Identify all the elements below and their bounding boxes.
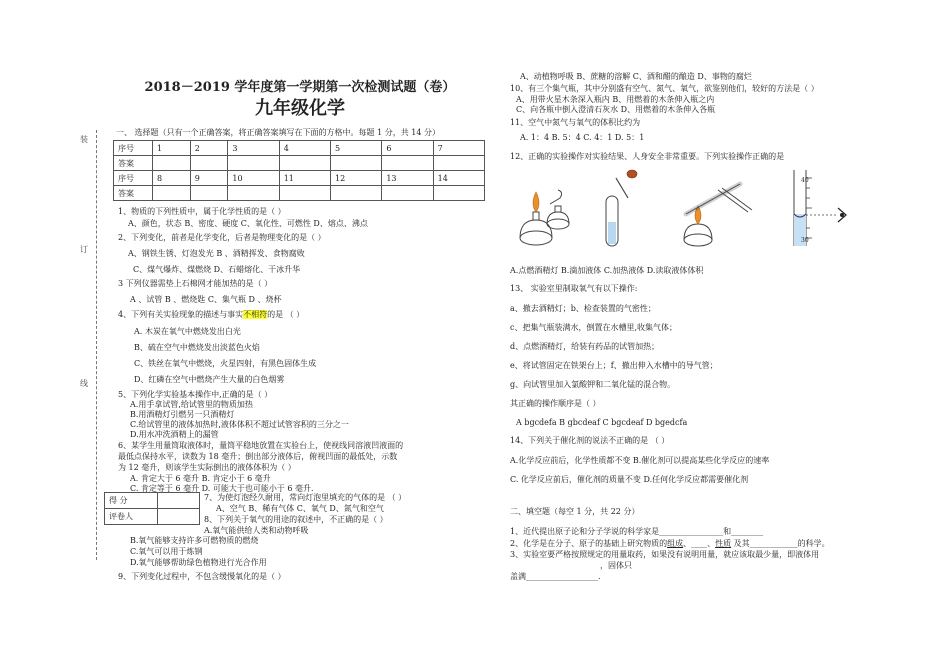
q5: 5、下列化学实验基本操作中,正确的是（ ）: [118, 390, 273, 399]
lab-apparatus-figure: [508, 168, 848, 258]
alcohol-lamp-icon: [520, 190, 569, 245]
q1-options: A、颜色，状态 B、密度、硬度 C、氧化性、可燃性 D、熔点、沸点: [128, 219, 368, 228]
table-cell: 9: [190, 171, 228, 186]
q5-option-d: D.用水冲洗酒精上的漏管: [130, 430, 219, 439]
exam-subtitle: 九年级化学: [255, 98, 345, 119]
fill-q2-term-d: 的科学。: [797, 539, 830, 548]
table-cell: 10: [228, 171, 279, 186]
table-cell: 1: [153, 141, 191, 156]
margin-mark-2: 订: [80, 245, 88, 254]
answer-cell[interactable]: [190, 186, 228, 201]
table-num-label: 序号: [114, 141, 153, 156]
answer-cell[interactable]: [331, 186, 382, 201]
q14-options-2: C. 化学反应前后，催化剂的质量不变 D.任何化学反应都需要催化剂: [510, 475, 749, 484]
table-ans-label: 答案: [114, 156, 153, 171]
q13-step-ab: a、撤去酒精灯；b、检查装置的气密性；: [510, 304, 656, 313]
table-cell: 13: [382, 171, 433, 186]
scale-label-30: 30: [801, 237, 809, 244]
table-cell: 14: [433, 171, 484, 186]
q3-options: A 、试管 B 、燃烧匙 C、集气瓶 D 、烧杯: [130, 295, 282, 304]
q13-step-ef: e、将试管固定在铁架台上；f、撤出伸入水槽中的导气管；: [510, 361, 718, 370]
answer-cell[interactable]: [279, 186, 330, 201]
table-num-label: 序号: [114, 171, 153, 186]
answer-cell[interactable]: [153, 156, 191, 171]
fill-q3-line-3: [510, 572, 601, 582]
table-cell: 7: [433, 141, 484, 156]
answer-cell[interactable]: [228, 186, 279, 201]
q5-option-c: C.给试管里的液体加热时,液体体积不超过试管容积的三分之一: [130, 420, 349, 429]
score-label: 得 分: [105, 493, 158, 509]
fill-q1-mid: 和: [723, 527, 732, 536]
q11-options: A. 1：4 B. 5：4 C. 4：1 D. 5：1: [520, 133, 645, 142]
fill-q1: [510, 527, 763, 537]
fill-q1-blank-1[interactable]: ________________: [659, 527, 724, 536]
table-cell: 8: [153, 171, 191, 186]
fill-q2-term-b: 性质: [715, 539, 732, 548]
q4-post: 的是 （ ）: [267, 310, 305, 319]
q8-option-c: C.氧气可以用于炼钢: [130, 547, 203, 556]
answer-cell[interactable]: [153, 186, 191, 201]
q13-step-d: d、点燃酒精灯，给装有药品的试管加热；: [510, 342, 660, 351]
answer-cell[interactable]: [331, 156, 382, 171]
fill-q1-pre: 1、近代提出原子论和分子学说的科学家是: [510, 527, 660, 536]
fill-q3-line-1: 3、实验室要严格按照规定的用量取药，如果没有说明用量，就应该取最少量，即液体用: [510, 550, 820, 559]
answer-cell[interactable]: [382, 156, 433, 171]
q8-option-a: A.氧气能供给人类和动物呼吸: [204, 526, 309, 535]
q4-pre: 4、下列有关实验现象的描述与事实: [118, 310, 244, 319]
q10-options-1: A、用带火星木条深入瓶内 B、用燃着的木条伸入瓶之内: [516, 95, 715, 104]
section1-heading: 一、 选择题（只有一个正确答案，将正确答案填写在下面的方格中。每题 1 分，共 14 分）: [116, 128, 440, 137]
fill-q2-term-c: 及其: [733, 539, 750, 548]
answer-table: [113, 140, 485, 201]
grader-cell[interactable]: [158, 509, 200, 525]
score-box: [104, 492, 200, 525]
q13-options: A bgcdefa B gbcdeaf C bgcdeaf D bgedcfa: [516, 418, 688, 427]
fill-q2-blank-1[interactable]: ____: [691, 539, 708, 548]
dropper-icon: [606, 170, 637, 246]
fill-q2-blank-2[interactable]: ____________: [749, 539, 798, 548]
exam-title: 2018－2019 学年度第一学期第一次检测试题（卷）: [144, 80, 456, 95]
score-cell[interactable]: [158, 493, 200, 509]
fill-q3-line-2: [600, 561, 632, 571]
q4-option-d: D、红磷在空气中燃烧产生大量的白色烟雾: [134, 375, 285, 384]
q10-options-2: C、向各瓶中倒入澄清石灰水 D、用燃着的木条伸入各瓶: [516, 105, 716, 114]
q4-option-b: B、硫在空气中燃烧发出淡蓝色火焰: [134, 343, 260, 352]
q14: 14、下列关于催化剂的说法不正确的是 （ ）: [510, 436, 670, 445]
fill-q1-blank-2[interactable]: ________: [731, 527, 764, 536]
fill-q3-blank-2[interactable]: __________________.: [526, 572, 601, 581]
q7-options: A、空气 B、稀有气体 C、氧气 D、氮气和空气: [216, 504, 384, 513]
table-cell: 11: [279, 171, 330, 186]
q8: 8、下列关于氧气的用途的叙述中，不正确的是（ ）: [204, 515, 388, 524]
q8-option-d: D.氧气能够帮助绿色植物进行光合作用: [130, 558, 267, 567]
q9: 9、下列变化过程中，不包含缓慢氧化的是（ ）: [118, 572, 286, 581]
answer-cell[interactable]: [279, 156, 330, 171]
q9-options: A、动植物呼吸 B、蔗糖的溶解 C、酒和醋的酿造 D、事物的腐烂: [520, 72, 752, 81]
answer-cell[interactable]: [228, 156, 279, 171]
section2-heading: 二、填空题（每空 1 分，共 22 分）: [510, 507, 640, 516]
q5-option-a: A.用手拿试管,给试管里的物质加热: [130, 400, 253, 409]
table-ans-label: 答案: [114, 186, 153, 201]
q12-options: A.点燃酒精灯 B.滴加液体 C.加热液体 D.读取液体体积: [510, 266, 704, 275]
q13-prompt: 其正确的操作顺序是（ ）: [510, 399, 601, 408]
heating-test-tube-icon: [684, 184, 752, 246]
q11: 11、空气中氮气与氧气的体积比约为: [510, 118, 641, 127]
q14-options-1: A.化学反应前后，化学性质都不变 B.催化剂可以提高某些化学反应的速率: [510, 456, 770, 465]
q12: 12、正确的实验操作对实验结果、人身安全非常重要。下列实验操作正确的是: [510, 152, 785, 161]
answer-cell[interactable]: [433, 186, 484, 201]
q1: 1、物质的下列性质中，属于化学性质的是（ ）: [118, 207, 286, 216]
q6-options-1: A. 肯定大于 6 毫升 B. 肯定小于 6 毫升: [130, 474, 271, 483]
table-cell: 5: [331, 141, 382, 156]
q6-line-3: 为 12 毫升，则该学生实际倒出的液体体积为（ ）: [118, 463, 296, 472]
q2-options-2: C、煤气爆炸、煤燃烧 D、石蜡熔化、干冰升华: [133, 265, 301, 274]
q5-option-b: B.用酒精灯引燃另一只酒精灯: [130, 410, 235, 419]
answer-cell[interactable]: [382, 186, 433, 201]
table-cell: 4: [279, 141, 330, 156]
q4: [118, 310, 304, 320]
scale-label-40: 40: [801, 177, 809, 184]
answer-cell[interactable]: [190, 156, 228, 171]
fill-q2: 2、化学是在分子、原子的基础上研究物质的组成、____、性质 及其____________的科学。: [510, 539, 830, 548]
table-cell: 6: [382, 141, 433, 156]
q7: 7、为使灯泡经久耐用，常向灯泡里填充的气体的是 （ ）: [204, 493, 407, 502]
fill-q2-term-a: 组成: [667, 539, 684, 548]
q4-option-a: A. 木炭在氧气中燃烧发出白光: [134, 327, 241, 336]
q10: 10、有三个集气瓶，其中分别盛有空气、氮气、氧气，欲鉴别他们，较好的方法是（ ）: [510, 84, 819, 93]
q8-option-b: B.氧气能够支持许多可燃物质的燃烧: [130, 536, 259, 545]
q6-line-1: 6、某学生用量筒取液体时，量筒平稳地放置在实验台上，使视线同溶液凹液面的: [118, 441, 404, 450]
fill-q3-text-2: 盖满: [510, 572, 526, 581]
q2: 2、下列变化，前者是化学变化，后者是物理变化的是（ ）: [118, 233, 326, 242]
table-cell: 12: [331, 171, 382, 186]
q2-options-1: A、钢铁生锈、灯泡发光 B 、酒精挥发、食物腐败: [128, 249, 305, 258]
q6-line-2: 最低点保持水平，读数为 18 毫升；倒出部分液体后，俯视凹面的最低处，示数: [118, 452, 398, 461]
table-cell: 3: [228, 141, 279, 156]
margin-mark-3: 线: [80, 379, 88, 388]
q4-option-c: C、铁丝在氧气中燃烧，火星四射，有黑色固体生成: [134, 359, 317, 368]
q4-highlight: 不相符: [243, 310, 268, 319]
grader-label: 评卷人: [105, 509, 158, 525]
q13-step-c: c、把集气瓶装满水，倒置在水槽里,收集气体；: [510, 323, 678, 332]
answer-cell[interactable]: [433, 156, 484, 171]
fill-q3-text: ，固体只: [600, 561, 632, 570]
table-cell: 2: [190, 141, 228, 156]
margin-mark-1: 装: [80, 135, 88, 144]
q3: 3 下列仪器需垫上石棉网才能加热的是（ ）: [118, 279, 273, 288]
q13-step-g: g、向试管里加入氯酸钾和二氧化锰的混合物。: [510, 380, 676, 389]
fill-q2-pre: 2、化学是在分子、原子的基础上研究物质的: [510, 539, 668, 548]
q13: 13、 实验室里制取氧气有以下操作:: [510, 284, 638, 293]
binding-line: [96, 130, 97, 560]
q6-options-2: C. 肯定等于 6 毫升 D. 可能大于也可能小于 6 毫升.: [130, 484, 314, 493]
